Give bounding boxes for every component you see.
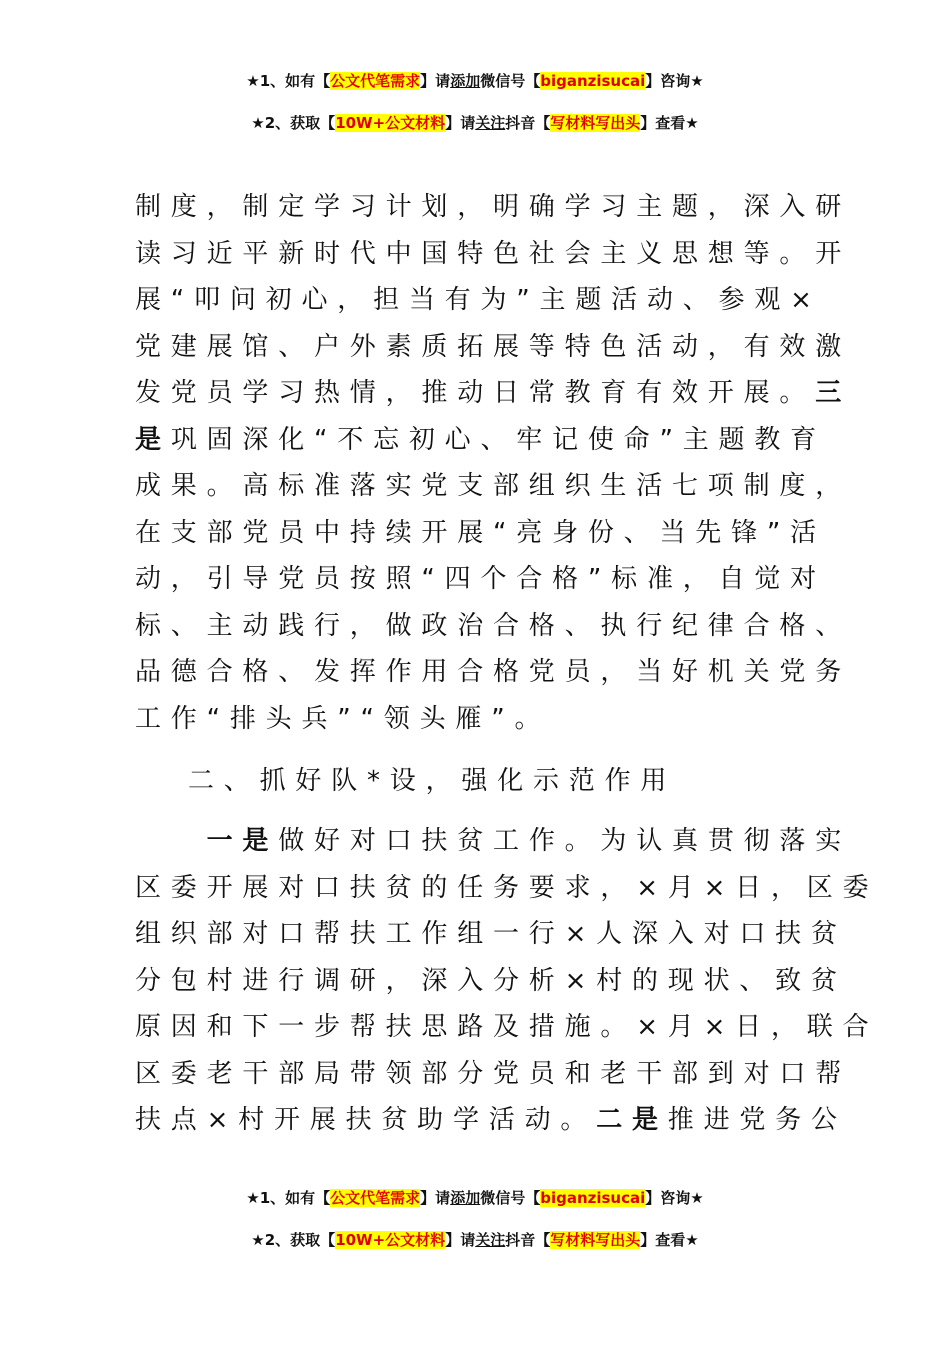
footer-promo-line-2 (0, 1229, 950, 1251)
promo-underlined: 关注 (475, 114, 506, 132)
promo-underlined: 关注 (475, 1231, 506, 1249)
text-segment: 巩固深化“不忘初心、牢记使命”主题教育 (170, 424, 826, 455)
text-line: 区委老干部局带领部分党员和老干部到对口帮 (135, 1058, 852, 1089)
promo-text: 】请 (445, 1231, 476, 1249)
bold-marker: 三 (815, 378, 852, 408)
header-promo-line-1 (0, 70, 950, 92)
text-segment: 做好对口扶贫工作。为认真贯彻落实 (278, 826, 852, 856)
promo-highlight: 公文代笔需求 (330, 72, 421, 90)
text-segment: 推进党务公 (667, 1105, 847, 1135)
paragraph-2 (135, 818, 879, 1144)
text-segment: 扶点×村开展扶贫助学活动。 (135, 1105, 597, 1135)
text-line: 党建展馆、户外素质拓展等特色活动，有效激 (135, 331, 852, 362)
text-line (135, 417, 825, 464)
promo-highlight: 写材料写出头 (550, 114, 641, 132)
text-line: 动，引导党员按照“四个合格”标准，自觉对 (135, 564, 826, 594)
promo-underlined: 添加 (450, 72, 481, 90)
promo-text: 抖音【 (505, 114, 551, 132)
text-line: 工作“排头兵”“领头雁”。 (135, 703, 551, 734)
promo-highlight: biganzisucai (540, 72, 646, 90)
bold-marker: 一是 (206, 826, 279, 856)
promo-text: 抖音【 (505, 1231, 551, 1249)
promo-text: 微信号【 (480, 1189, 541, 1207)
text-line: 制度，制定学习计划，明确学习主题，深入研 (135, 192, 852, 222)
promo-text: 】咨询★ (645, 1189, 704, 1207)
promo-text: 微信号【 (480, 72, 541, 90)
promo-text: 】查看★ (640, 114, 699, 132)
promo-highlight: 10W+公文材料 (335, 114, 446, 132)
text-line (135, 370, 852, 417)
promo-highlight: 公文代笔需求 (330, 1189, 421, 1207)
promo-text: ★1、如有【 (246, 1189, 331, 1207)
text-line: 品德合格、发挥作用合格党员，当好机关党务 (135, 657, 852, 687)
text-line: 在支部党员中持续开展“亮身份、当先锋”活 (135, 517, 826, 548)
section-heading: 二、抓好队*设，强化示范作用 (188, 766, 677, 796)
text-line: 读习近平新时代中国特色社会主义思想等。开 (135, 238, 852, 269)
promo-text: ★1、如有【 (246, 72, 331, 90)
promo-highlight: biganzisucai (540, 1189, 646, 1207)
promo-text: 】咨询★ (645, 72, 704, 90)
text-line: 分包村进行调研，深入分析×村的现状、致贫 (135, 965, 847, 996)
promo-highlight: 10W+公文材料 (335, 1231, 446, 1249)
bold-marker: 是 (135, 424, 171, 455)
text-line (135, 818, 852, 865)
paragraph-1 (135, 184, 852, 742)
promo-text: ★2、获取【 (251, 114, 336, 132)
bold-marker: 二是 (596, 1105, 668, 1135)
text-line: 标、主动践行，做政治合格、执行纪律合格、 (135, 610, 852, 641)
footer-promo-line-1 (0, 1187, 950, 1209)
promo-underlined: 添加 (450, 1189, 481, 1207)
promo-text: ★2、获取【 (251, 1231, 336, 1249)
text-line: 区委开展对口扶贫的任务要求，×月×日，区委 (135, 872, 879, 903)
promo-text: 】请 (420, 1189, 451, 1207)
text-line: 成果。高标准落实党支部组织生活七项制度， (135, 471, 852, 501)
text-segment: 发党员学习热情，推动日常教育有效开展。 (135, 378, 816, 408)
text-line: 展“叩问初心，担当有为”主题活动、参观× (135, 285, 822, 315)
text-line (135, 1097, 847, 1144)
promo-text: 】请 (420, 72, 451, 90)
promo-highlight: 写材料写出头 (550, 1231, 641, 1249)
promo-text: 】查看★ (640, 1231, 699, 1249)
text-line: 组织部对口帮扶工作组一行×人深入对口扶贫 (135, 919, 847, 949)
promo-text: 】请 (445, 114, 476, 132)
header-promo-line-2 (0, 112, 950, 134)
text-line: 原因和下一步帮扶思路及措施。×月×日，联合 (135, 1012, 879, 1042)
